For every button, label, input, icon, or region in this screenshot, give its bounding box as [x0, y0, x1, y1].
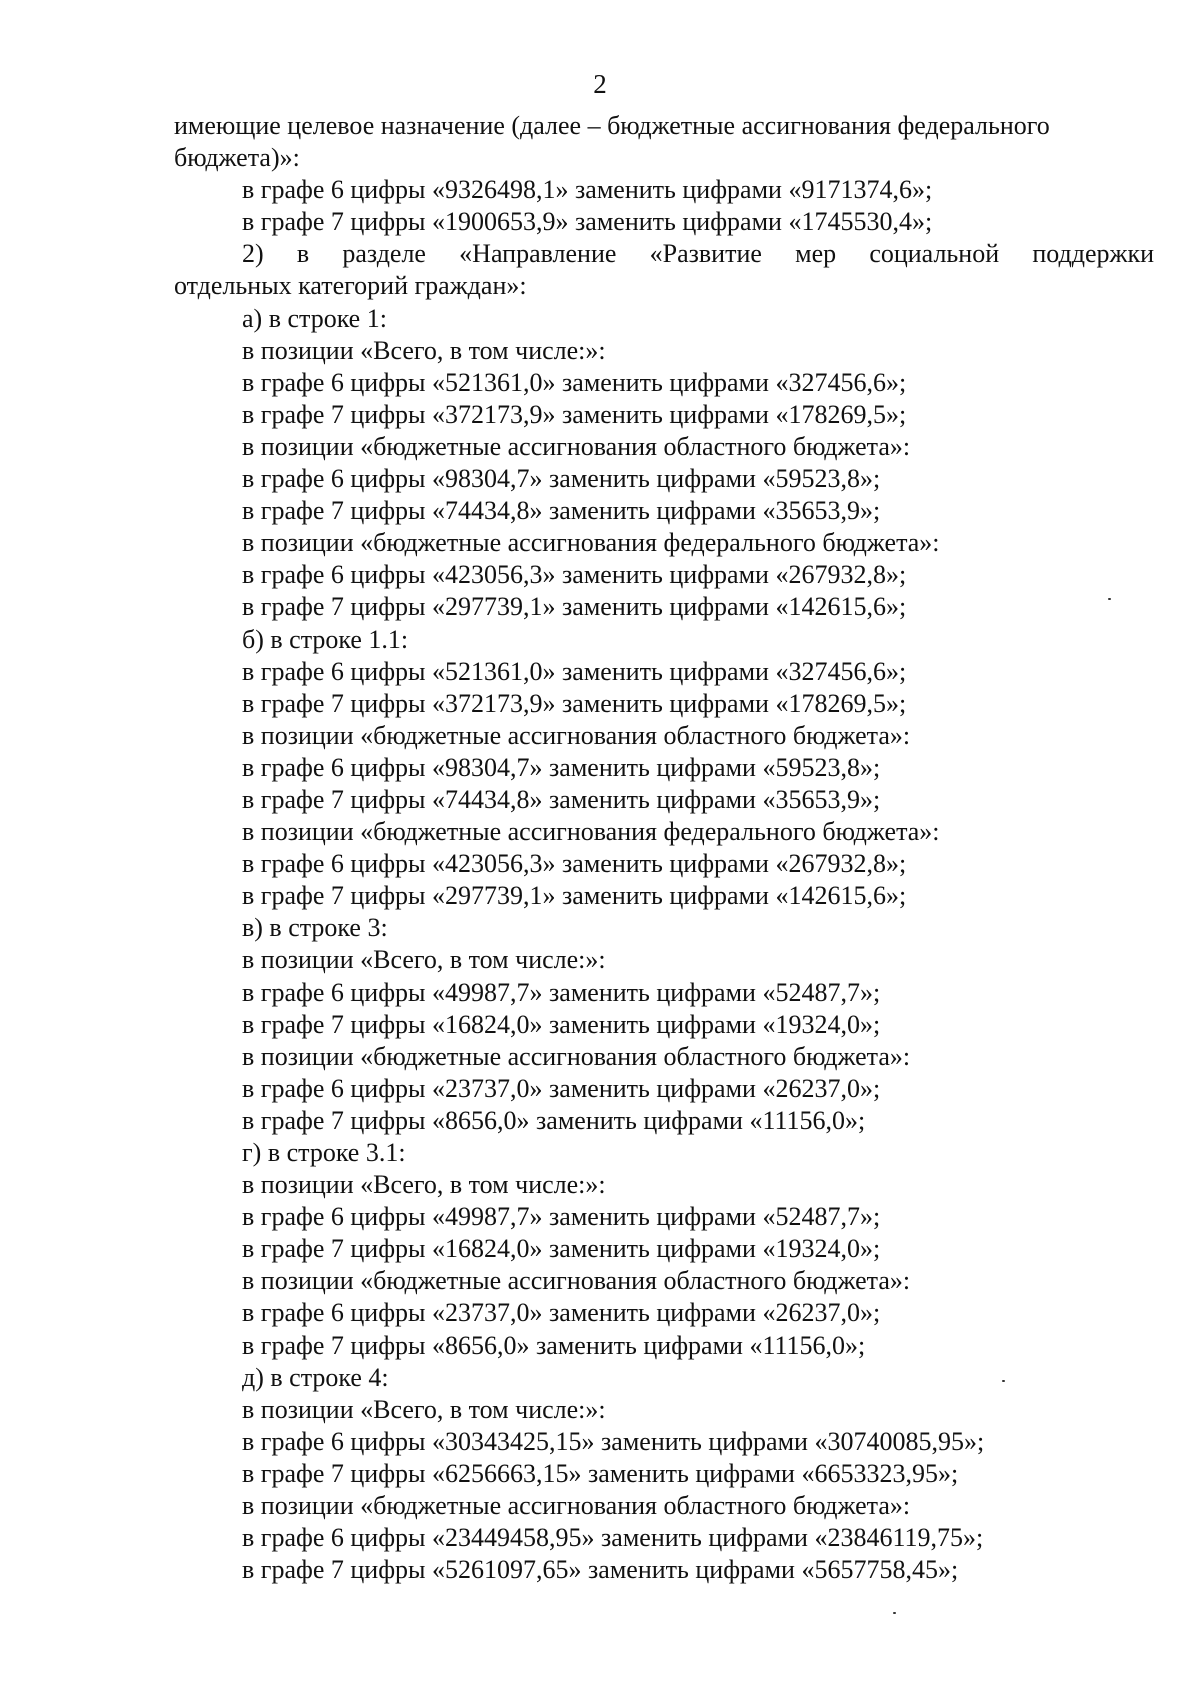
text-line: в графе 6 цифры «9326498,1» заменить цифрами «9171374,6»; — [242, 175, 933, 205]
text-line: в позиции «Всего, в том числе:»: — [242, 1170, 606, 1200]
text-line: в графе 7 цифры «74434,8» заменить цифрами «35653,9»; — [242, 784, 881, 814]
text-line: б) в строке 1.1: — [242, 624, 409, 654]
text-line: в графе 6 цифры «30343425,15» заменить цифрами «30740085,95»; — [242, 1426, 985, 1456]
text-line: в графе 7 цифры «1900653,9» заменить цифрами «1745530,4»; — [242, 207, 933, 237]
text-line: в графе 6 цифры «423056,3» заменить цифрами «267932,8»; — [242, 560, 907, 590]
text-line: в графе 6 цифры «98304,7» заменить цифрами «59523,8»; — [242, 752, 881, 782]
text-line: в позиции «бюджетные ассигнования областного бюджета»: — [242, 1266, 911, 1296]
text-line: в графе 7 цифры «297739,1» заменить цифрами «142615,6»; — [242, 881, 907, 911]
text-line: в позиции «бюджетные ассигнования областного бюджета»: — [242, 431, 911, 461]
text-line: в графе 6 цифры «23737,0» заменить цифрами «26237,0»; — [242, 1298, 881, 1328]
text-line: в позиции «бюджетные ассигнования областного бюджета»: — [242, 1491, 911, 1521]
text-line: в позиции «Всего, в том числе:»: — [242, 335, 606, 365]
text-line: в графе 7 цифры «372173,9» заменить цифрами «178269,5»; — [242, 399, 907, 429]
text-line: в) в строке 3: — [242, 913, 388, 943]
text-line: в графе 7 цифры «372173,9» заменить цифрами «178269,5»; — [242, 688, 907, 718]
text-line: в позиции «Всего, в том числе:»: — [242, 945, 606, 975]
text-line: в графе 6 цифры «49987,7» заменить цифрами «52487,7»; — [242, 977, 881, 1007]
text-line: в позиции «Всего, в том числе:»: — [242, 1394, 606, 1424]
text-line: в графе 6 цифры «521361,0» заменить цифрами «327456,6»; — [242, 656, 907, 686]
text-line: бюджета)»: — [174, 143, 300, 173]
text-line: в графе 6 цифры «521361,0» заменить цифрами «327456,6»; — [242, 367, 907, 397]
text-line: г) в строке 3.1: — [242, 1138, 406, 1167]
text-line: в графе 6 цифры «23449458,95» заменить цифрами «23846119,75»; — [242, 1523, 984, 1553]
text-line: в позиции «бюджетные ассигнования областного бюджета»: — [242, 1041, 911, 1071]
scan-speck — [893, 1612, 896, 1614]
page-number: 2 — [593, 69, 607, 99]
text-line: в позиции «бюджетные ассигнования федерального бюджета»: — [242, 528, 940, 558]
text-line: в позиции «бюджетные ассигнования областного бюджета»: — [242, 720, 911, 750]
text-line: в графе 7 цифры «6256663,15» заменить цифрами «6653323,95»; — [242, 1458, 959, 1488]
text-line: в графе 6 цифры «98304,7» заменить цифрами «59523,8»; — [242, 464, 881, 494]
text-line: в графе 7 цифры «8656,0» заменить цифрами «11156,0»; — [242, 1105, 866, 1135]
text-line: отдельных категорий граждан»: — [174, 271, 527, 301]
text-line: а) в строке 1: — [242, 303, 387, 333]
text-line: в графе 7 цифры «74434,8» заменить цифрами «35653,9»; — [242, 496, 881, 526]
document-body — [174, 110, 1154, 1586]
text-line: в графе 6 цифры «423056,3» заменить цифрами «267932,8»; — [242, 849, 907, 879]
scan-speck — [1002, 1380, 1005, 1382]
text-line: д) в строке 4: — [242, 1362, 389, 1392]
text-line: в графе 7 цифры «5261097,65» заменить цифрами «5657758,45»; — [242, 1555, 959, 1585]
text-line: в графе 7 цифры «16824,0» заменить цифрами «19324,0»; — [242, 1234, 881, 1264]
text-line: в графе 6 цифры «23737,0» заменить цифрами «26237,0»; — [242, 1073, 881, 1103]
text-line: в графе 7 цифры «8656,0» заменить цифрами «11156,0»; — [242, 1330, 866, 1360]
text-line: в графе 7 цифры «297739,1» заменить цифрами «142615,6»; — [242, 592, 907, 622]
text-line: в графе 7 цифры «16824,0» заменить цифрами «19324,0»; — [242, 1009, 881, 1039]
text-line: имеющие целевое назначение (далее – бюджетные ассигнования федерального — [174, 111, 1050, 140]
scan-speck — [1108, 598, 1111, 600]
text-line: в позиции «бюджетные ассигнования федерального бюджета»: — [242, 817, 940, 847]
text-line: в графе 6 цифры «49987,7» заменить цифрами «52487,7»; — [242, 1202, 881, 1232]
text-line: 2) в разделе «Направление «Развитие мер социальной поддержки — [242, 239, 1154, 269]
